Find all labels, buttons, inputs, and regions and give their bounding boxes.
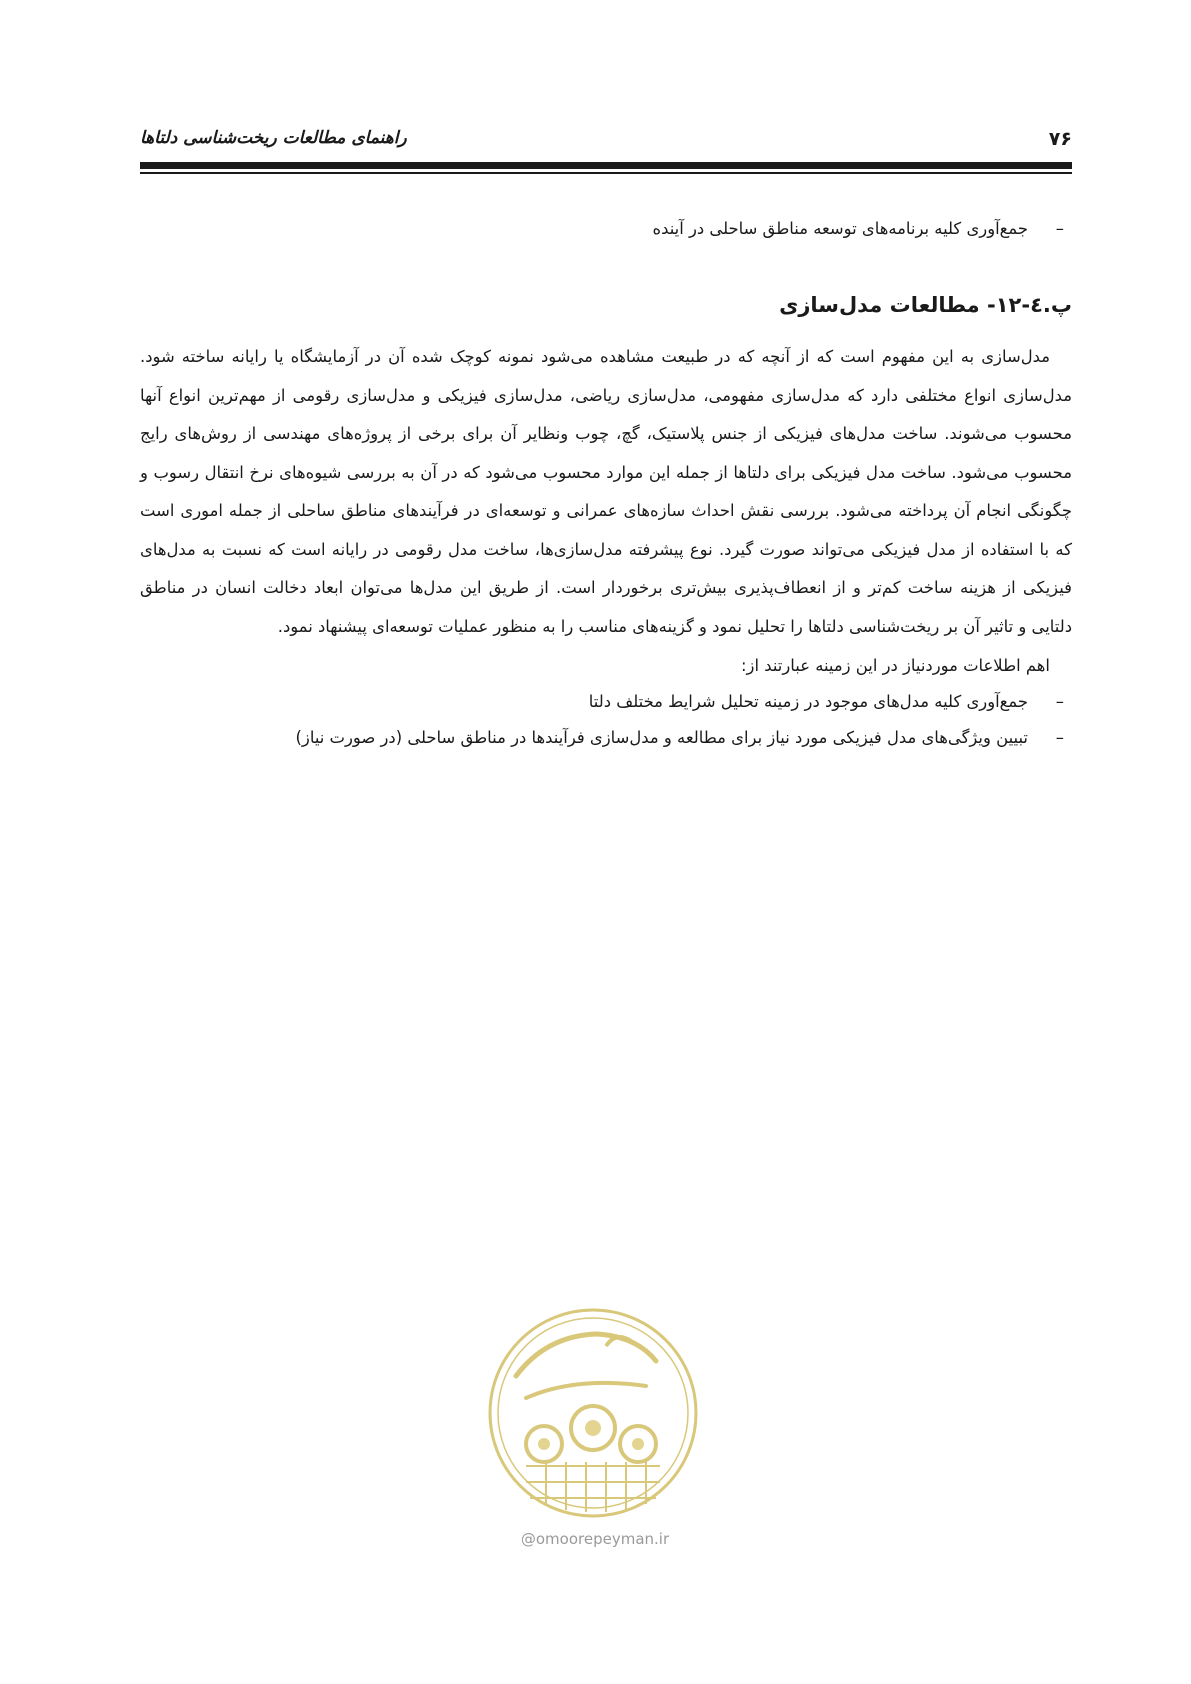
bullet-dash: – (1055, 692, 1064, 711)
list-item-text: جمع‌آوری کلیه برنامه‌های توسعه مناطق ساحلی در آینده (652, 219, 1028, 238)
requirements-list (140, 684, 1072, 756)
bullet-dash: – (1055, 728, 1064, 747)
header-rule-thick (140, 162, 1072, 169)
list-item-text: جمع‌آوری کلیه مدل‌های موجود در زمینه تحلیل شرایط مختلف دلتا (588, 692, 1028, 711)
bullet-dash: – (1055, 219, 1064, 238)
running-header (140, 126, 1072, 160)
list-item (140, 212, 1072, 246)
section-heading: پ.٤-۱۲- مطالعات مدل‌سازی (779, 293, 1072, 317)
page-number: ۷۶ (1048, 128, 1072, 150)
running-title: راهنمای مطالعات ریخت‌شناسی دلتاها (140, 128, 407, 148)
watermark-seal-logo (486, 1306, 700, 1520)
watermark-url: @omoorepeyman.ir (520, 1530, 670, 1548)
list-item (140, 684, 1072, 720)
list-intro: اهم اطلاعات موردنیاز در این زمینه عبارتند از: (741, 656, 1050, 675)
list-item-text: تبیین ویژگی‌های مدل فیزیکی مورد نیاز برای مطالعه و مدل‌سازی فرآیندها در مناطق ساحلی (در صورت نیاز) (295, 728, 1028, 747)
header-rule-thin (140, 172, 1072, 174)
list-item (140, 720, 1072, 756)
body-paragraph: مدل‌سازی به این مفهوم است که از آنچه که در طبیعت مشاهده می‌شود نمونه کوچک شده آن در آزمایشگاه یا رایانه ساخته شود. مدل‌سازی انواع مختلفی دارد که مدل‌سازی مفهومی، مدل‌سازی ریاضی، مدل‌سازی فیزیکی و مدل‌سازی رقومی از مهم‌ترین انواع آنها محسوب می‌شوند. ساخت مدل‌های فیزیکی از جنس پلاستیک، گچ، چوب ونظایر آن برای برخی از پروژه‌های مهندسی از روش‌های رایج محسوب می‌شود. ساخت مدل فیزیکی برای دلتاها از جمله این موارد محسوب می‌شود که در آن به بررسی شیوه‌های نرخ انتقال رسوب و چگونگی انجام آن پرداخته می‌شود. بررسی نقش احداث سازه‌های عمرانی و توسعه‌ای در فرآیندهای مناطق ساحلی از جمله اموری است که با استفاده از مدل فیزیکی می‌تواند صورت گیرد. نوع پیشرفته مدل‌سازی‌ها، ساخت مدل رقومی در رایانه است که نسبت به مدل‌های فیزیکی از هزینه ساخت کم‌تر و از انعطاف‌پذیری بیش‌تری برخوردار است. از طریق این مدل‌ها می‌توان ابعاد دخالت انسان در مناطق دلتایی و تاثیر آن بر ریخت‌شناسی دلتاها را تحلیل نمود و گزینه‌های مناسب را به منظور عملیات توسعه‌ای پیشنهاد نمود. (140, 347, 1072, 636)
page-content (140, 212, 1072, 756)
